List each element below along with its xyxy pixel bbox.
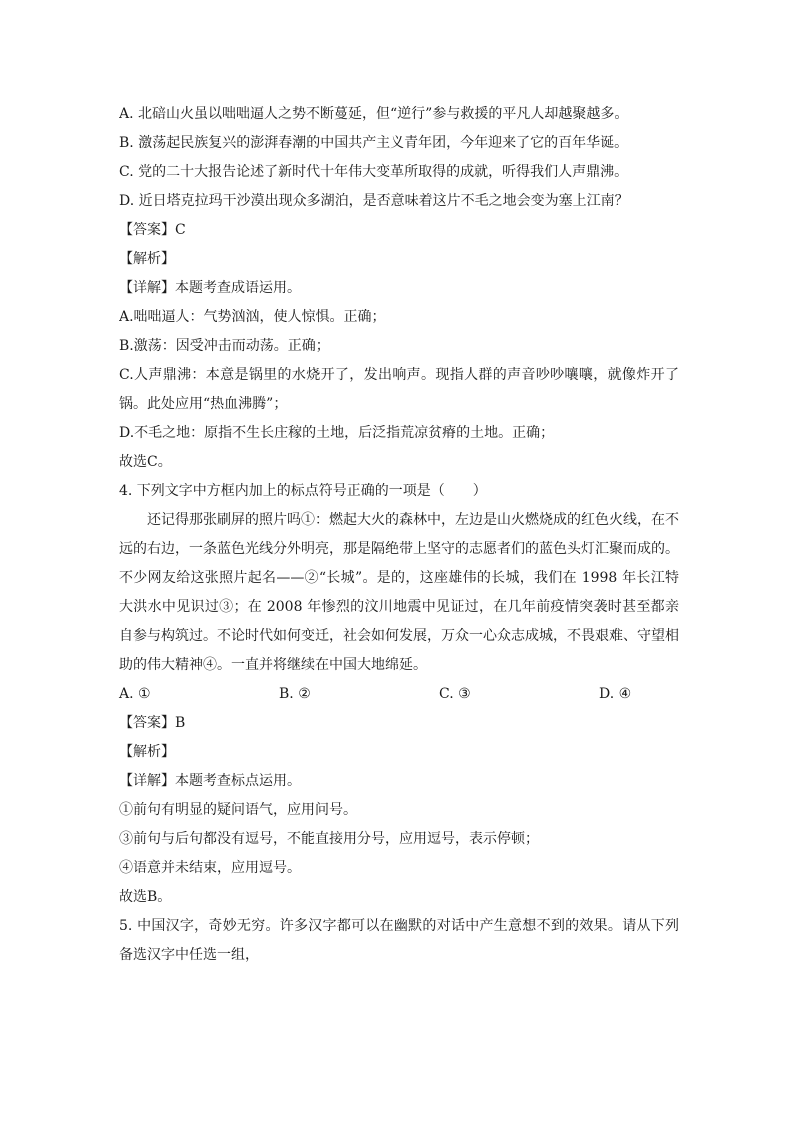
q4-option-a: A. ① <box>119 686 151 702</box>
q4-stem: 4. 下列文字中方框内加上的标点符号正确的一项是（ ） <box>119 483 487 499</box>
q4-detail-line: ①前句有明显的疑问语气，应用问号。 <box>119 802 357 818</box>
q4-analysis-heading: 【解析】 <box>119 744 175 760</box>
q4-detail-line: ③前句与后句都没有逗号，不能直接用分号，应用逗号，表示停顿； <box>119 831 539 847</box>
q3-option-a: A. 北碚山火虽以咄咄逼人之势不断蔓延，但“逆行”参与救援的平凡人却越聚越多。 <box>119 106 629 122</box>
q3-option-c: C. 党的二十大报告论述了新时代十年伟大变革所取得的成就，听得我们人声鼎沸。 <box>119 164 629 180</box>
q4-conclusion: 故选B。 <box>119 889 172 905</box>
q3-detail-line: A.咄咄逼人：气势汹汹，使人惊惧。正确； <box>119 309 386 325</box>
q3-detail-heading: 【详解】本题考查成语运用。 <box>119 280 301 296</box>
q4-option-b: B. ② <box>279 686 311 702</box>
q4-answer: 【答案】B <box>119 715 186 731</box>
q3-option-b: B. 激荡起民族复兴的澎湃春潮的中国共产主义青年团，今年迎来了它的百年华诞。 <box>119 135 629 151</box>
q4-detail-heading: 【详解】本题考查标点运用。 <box>119 773 301 789</box>
q3-option-d: D. 近日塔克拉玛干沙漠出现众多湖泊，是否意味着这片不毛之地会变为塞上江南？ <box>119 193 629 209</box>
q3-detail-line: D.不毛之地：原指不生长庄稼的土地，后泛指荒凉贫瘠的土地。正确； <box>119 425 555 441</box>
q5-stem: 5. 中国汉字，奇妙无穷。许多汉字都可以在幽默的对话中产生意想不到的效果。请从下列备选汉字中任选一组， <box>119 918 679 963</box>
q3-conclusion: 故选C。 <box>119 454 172 470</box>
q3-detail-line: B.激荡：因受冲击而动荡。正确； <box>119 338 330 354</box>
q3-analysis-heading: 【解析】 <box>119 251 175 267</box>
q3-detail-line: C.人声鼎沸：本意是锅里的水烧开了，发出响声。现指人群的声音吵吵嚷嚷，就像炸开了锅。此处应用“热血沸腾”； <box>119 367 679 412</box>
document-page <box>119 100 679 970</box>
q4-option-c: C. ③ <box>439 686 471 702</box>
q4-options <box>119 680 679 709</box>
q4-passage: 还记得那张刷屏的照片吗①：燃起大火的森林中，左边是山火燃烧成的红色火线，在不远的右边，一条蓝色光线分外明亮，那是隔绝带上坚守的志愿者们的蓝色头灯汇聚而成的。不少网友给这张照片起名——②“长城”。是的，这座雄伟的长城，我们在 1998 年长江特大洪水中见识过③；在 2008 年惨烈的汶川地震中见证过，在几年前疫情突袭时甚至都亲自参与构筑过。不论时代如何变迁，社会如何发展，万众一心众志成城，不畏艰难、守望相助的伟大精神④。一直并将继续在中国大地绵延。 <box>119 512 679 673</box>
q3-answer: 【答案】C <box>119 222 186 238</box>
q4-detail-line: ④语意并未结束，应用逗号。 <box>119 860 301 876</box>
q4-option-d: D. ④ <box>599 686 632 702</box>
